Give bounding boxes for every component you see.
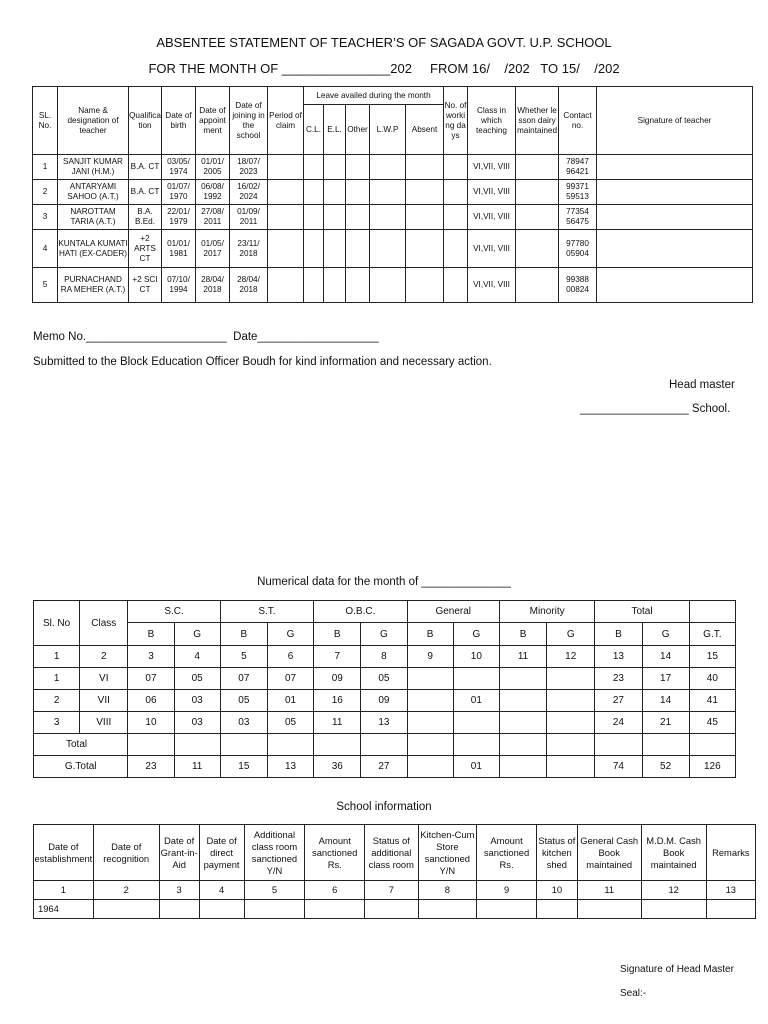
- num-cell: 45: [689, 712, 735, 734]
- school-info-cell: [305, 900, 365, 919]
- memo-line: Memo No.______________________ Date___________________: [33, 331, 379, 343]
- school-line: _________________ School.: [580, 403, 731, 415]
- teacher-name: PURNACHAND RA MEHER (A.T.): [58, 268, 129, 303]
- num-cell: [499, 668, 546, 690]
- empty-cell: [370, 155, 406, 180]
- empty-cell: [406, 180, 444, 205]
- num-index-cell: 8: [361, 646, 407, 668]
- teacher-sl: 1: [33, 155, 58, 180]
- num-cell: 21: [642, 712, 689, 734]
- teacher-contact: 78947 96421: [559, 155, 597, 180]
- empty-cell: [268, 268, 304, 303]
- teacher-dob: 03/05/ 1974: [162, 155, 196, 180]
- col-absent: Absent: [406, 105, 444, 155]
- num-group-minority: Minority: [499, 601, 594, 623]
- num-b: B: [314, 623, 361, 646]
- col-sign: Signature of teacher: [597, 87, 753, 155]
- school-info-index: 3: [159, 881, 199, 900]
- signature-cell: [597, 180, 753, 205]
- empty-cell: [370, 268, 406, 303]
- school-info-cell: [706, 900, 755, 919]
- num-group-obc: O.B.C.: [314, 601, 407, 623]
- school-info-cell: [641, 900, 706, 919]
- teacher-doj: 01/09/ 2011: [230, 205, 268, 230]
- school-info-index: 10: [536, 881, 577, 900]
- school-info-index: 4: [199, 881, 244, 900]
- num-gtotal-cell: 126: [689, 756, 735, 778]
- school-info-header: Status of additional class room: [365, 825, 418, 881]
- teacher-sl: 4: [33, 230, 58, 268]
- empty-cell: [324, 230, 346, 268]
- school-info-cell: [477, 900, 537, 919]
- col-lesson: Whether lesson dairy maintained: [516, 87, 559, 155]
- lesson-cell: [516, 155, 559, 180]
- school-info-index: 13: [706, 881, 755, 900]
- num-cell: [499, 690, 546, 712]
- empty-cell: [324, 180, 346, 205]
- school-info-index: 2: [93, 881, 159, 900]
- num-b: B: [499, 623, 546, 646]
- school-info-cell: [199, 900, 244, 919]
- teacher-name: NAROTTAM TARIA (A.T.): [58, 205, 129, 230]
- school-info-cell: [418, 900, 477, 919]
- num-group-st: S.T.: [220, 601, 313, 623]
- signature-cell: [597, 230, 753, 268]
- teacher-dob: 22/01/ 1979: [162, 205, 196, 230]
- empty-cell: [346, 230, 370, 268]
- num-cell: [547, 690, 595, 712]
- num-index-cell: 4: [174, 646, 220, 668]
- teacher-qual: B.A. CT: [129, 180, 162, 205]
- num-g: G: [361, 623, 407, 646]
- num-cell: [453, 712, 499, 734]
- school-info-index: 11: [577, 881, 641, 900]
- num-cell: 17: [642, 668, 689, 690]
- empty-cell: [406, 230, 444, 268]
- school-info-cell: [365, 900, 418, 919]
- num-index-cell: 6: [267, 646, 313, 668]
- num-group-general: General: [407, 601, 499, 623]
- teacher-class: VI,VII, VIII: [468, 268, 516, 303]
- num-col-sl: Sl. No: [34, 601, 80, 646]
- num-cell: 14: [642, 690, 689, 712]
- num-gtotal-cell: 13: [267, 756, 313, 778]
- numerical-title: Numerical data for the month of ______________: [257, 576, 511, 588]
- num-index-cell: 1: [34, 646, 80, 668]
- teacher-contact: 97780 05904: [559, 230, 597, 268]
- num-g: G: [174, 623, 220, 646]
- num-index-cell: 2: [80, 646, 128, 668]
- col-qual: Qualification: [129, 87, 162, 155]
- num-cell: 01: [453, 690, 499, 712]
- school-info-header: Date of Grant-in-Aid: [159, 825, 199, 881]
- col-class: Class in which teaching: [468, 87, 516, 155]
- teacher-dob: 01/01/ 1981: [162, 230, 196, 268]
- school-info-table: [33, 824, 756, 919]
- table-row: [34, 712, 736, 734]
- num-gtotal-cell: 74: [595, 756, 642, 778]
- lesson-cell: [516, 268, 559, 303]
- table-row: [34, 690, 736, 712]
- num-index-cell: 13: [595, 646, 642, 668]
- num-index-cell: 15: [689, 646, 735, 668]
- school-info-cell: 1964: [34, 900, 94, 919]
- num-cell: 03: [174, 690, 220, 712]
- teacher-doa: 28/04/ 2018: [196, 268, 230, 303]
- school-info-index: 7: [365, 881, 418, 900]
- empty-cell: [304, 205, 324, 230]
- lesson-cell: [516, 180, 559, 205]
- table-row: [33, 180, 753, 205]
- school-info-header: Additional class room sanctioned Y/N: [244, 825, 305, 881]
- num-cell: 24: [595, 712, 642, 734]
- school-info-cell: [244, 900, 305, 919]
- col-days: No. of working days: [444, 87, 468, 155]
- num-cell: 10: [128, 712, 174, 734]
- num-cell: [547, 668, 595, 690]
- empty-cell: [268, 230, 304, 268]
- teacher-class: VI,VII, VIII: [468, 230, 516, 268]
- num-cell: [407, 690, 453, 712]
- num-gtotal-cell: 52: [642, 756, 689, 778]
- teacher-sl: 3: [33, 205, 58, 230]
- num-index-cell: 12: [547, 646, 595, 668]
- teacher-doa: 01/01/ 2005: [196, 155, 230, 180]
- school-info-index: 12: [641, 881, 706, 900]
- school-info-cell: [577, 900, 641, 919]
- num-cell: 07: [220, 668, 267, 690]
- empty-cell: [406, 155, 444, 180]
- num-cell: 03: [220, 712, 267, 734]
- num-cell: 2: [34, 690, 80, 712]
- teacher-dob: 07/10/ 1994: [162, 268, 196, 303]
- col-doj: Date of joining in the school: [230, 87, 268, 155]
- col-leave-group: Leave availed during the month: [304, 87, 444, 105]
- teacher-qual: B.A. CT: [129, 155, 162, 180]
- num-cell: 07: [267, 668, 313, 690]
- num-group-sc: S.C.: [128, 601, 220, 623]
- col-period: Period of claim: [268, 87, 304, 155]
- school-info-header: M.D.M. Cash Book maintained: [641, 825, 706, 881]
- teacher-doa: 27/08/ 2011: [196, 205, 230, 230]
- lesson-cell: [516, 230, 559, 268]
- col-other: Other: [346, 105, 370, 155]
- col-cl: C.L.: [304, 105, 324, 155]
- num-gtotal-label: G.Total: [34, 756, 128, 778]
- school-info-index: 6: [305, 881, 365, 900]
- num-cell: [407, 712, 453, 734]
- num-gtotal-cell: 27: [361, 756, 407, 778]
- num-g: G: [547, 623, 595, 646]
- numerical-table: [33, 600, 736, 778]
- empty-cell: [444, 205, 468, 230]
- num-cell: 27: [595, 690, 642, 712]
- teacher-doa: 01/05/ 2017: [196, 230, 230, 268]
- num-cell: 23: [595, 668, 642, 690]
- teacher-name: SANJIT KUMAR JANI (H.M.): [58, 155, 129, 180]
- num-gtotal-cell: 11: [174, 756, 220, 778]
- school-info-header: Amount sanctioned Rs.: [477, 825, 537, 881]
- num-cell: [547, 712, 595, 734]
- school-info-header: Status of kitchen shed: [536, 825, 577, 881]
- empty-cell: [324, 205, 346, 230]
- col-lwp: L.W.P: [370, 105, 406, 155]
- school-info-header: Date of recognition: [93, 825, 159, 881]
- empty-cell: [406, 205, 444, 230]
- table-row: [33, 155, 753, 180]
- empty-cell: [304, 268, 324, 303]
- col-contact: Contact no.: [559, 87, 597, 155]
- teacher-contact: 99371 59513: [559, 180, 597, 205]
- table-row: [33, 205, 753, 230]
- num-index-cell: 11: [499, 646, 546, 668]
- num-cell: 05: [220, 690, 267, 712]
- num-gtotal-cell: [547, 756, 595, 778]
- num-gtotal-cell: 01: [453, 756, 499, 778]
- teacher-doa: 06/08/ 1992: [196, 180, 230, 205]
- teacher-sl: 2: [33, 180, 58, 205]
- head-master-label: Head master: [669, 379, 735, 391]
- school-info-header: Date of direct payment: [199, 825, 244, 881]
- num-g: G: [267, 623, 313, 646]
- num-cell: 40: [689, 668, 735, 690]
- teacher-doj: 28/04/ 2018: [230, 268, 268, 303]
- col-sl: SL. No.: [33, 87, 58, 155]
- empty-cell: [406, 268, 444, 303]
- school-info-index: 8: [418, 881, 477, 900]
- num-cell: 41: [689, 690, 735, 712]
- document-title: ABSENTEE STATEMENT OF TEACHER’S OF SAGADA GOVT. U.P. SCHOOL: [156, 35, 612, 50]
- num-index-cell: 7: [314, 646, 361, 668]
- lesson-cell: [516, 205, 559, 230]
- col-el: E.L.: [324, 105, 346, 155]
- teacher-sl: 5: [33, 268, 58, 303]
- table-row: [34, 668, 736, 690]
- num-cell: [407, 668, 453, 690]
- num-index-cell: 3: [128, 646, 174, 668]
- num-col-class: Class: [80, 601, 128, 646]
- table-row: [33, 230, 753, 268]
- teacher-name: ANTARYAMI SAHOO (A.T.): [58, 180, 129, 205]
- col-name: Name & designation of teacher: [58, 87, 129, 155]
- school-info-header: Date of establishment: [34, 825, 94, 881]
- num-index-cell: 5: [220, 646, 267, 668]
- submitted-text: Submitted to the Block Education Officer Boudh for kind information and necessary action.: [33, 356, 492, 368]
- num-total-label: Total: [34, 734, 128, 756]
- empty-cell: [304, 155, 324, 180]
- month-line: FOR THE MONTH OF _______________202 FROM 16/ /202 TO 15/ /202: [148, 61, 620, 76]
- num-b: B: [595, 623, 642, 646]
- teacher-dob: 01/07/ 1970: [162, 180, 196, 205]
- num-index-cell: 10: [453, 646, 499, 668]
- num-cell: 07: [128, 668, 174, 690]
- empty-cell: [268, 155, 304, 180]
- num-gtotal-cell: 23: [128, 756, 174, 778]
- teacher-contact: 99388 00824: [559, 268, 597, 303]
- teacher-qual: +2 SCI CT: [129, 268, 162, 303]
- num-cell: 11: [314, 712, 361, 734]
- num-cell: [499, 712, 546, 734]
- empty-cell: [444, 180, 468, 205]
- num-index-cell: 14: [642, 646, 689, 668]
- empty-cell: [444, 230, 468, 268]
- num-gtotal-cell: 15: [220, 756, 267, 778]
- empty-cell: [370, 205, 406, 230]
- school-info-header: Kitchen-Cum Store sanctioned Y/N: [418, 825, 477, 881]
- signature-cell: [597, 268, 753, 303]
- signature-cell: [597, 205, 753, 230]
- teacher-name: KUNTALA KUMATI HATI (EX-CADER): [58, 230, 129, 268]
- school-info-cell: [536, 900, 577, 919]
- teacher-contact: 77354 56475: [559, 205, 597, 230]
- empty-cell: [346, 155, 370, 180]
- num-gtotal-cell: [407, 756, 453, 778]
- empty-cell: [324, 155, 346, 180]
- school-info-cell: [159, 900, 199, 919]
- school-info-title: School information: [336, 801, 432, 813]
- teacher-table: [32, 86, 753, 303]
- col-dob: Date of birth: [162, 87, 196, 155]
- teacher-doj: 18/07/ 2023: [230, 155, 268, 180]
- num-b: B: [220, 623, 267, 646]
- num-index-cell: 9: [407, 646, 453, 668]
- num-gt: G.T.: [689, 623, 735, 646]
- school-info-header: General Cash Book maintained: [577, 825, 641, 881]
- num-cell: 03: [174, 712, 220, 734]
- teacher-class: VI,VII, VIII: [468, 155, 516, 180]
- num-gtotal-cell: [499, 756, 546, 778]
- signature-head-master: Signature of Head Master: [620, 964, 734, 975]
- teacher-class: VI,VII, VIII: [468, 205, 516, 230]
- num-index-row: [34, 646, 736, 668]
- teacher-qual: B.A. B.Ed.: [129, 205, 162, 230]
- school-info-header: Amount sanctioned Rs.: [305, 825, 365, 881]
- empty-cell: [444, 268, 468, 303]
- num-g: G: [642, 623, 689, 646]
- school-info-index: 5: [244, 881, 305, 900]
- num-cell: 09: [314, 668, 361, 690]
- num-g: G: [453, 623, 499, 646]
- school-info-cell: [93, 900, 159, 919]
- empty-cell: [444, 155, 468, 180]
- empty-cell: [324, 268, 346, 303]
- num-group-total: Total: [595, 601, 689, 623]
- teacher-class: VI,VII, VIII: [468, 180, 516, 205]
- empty-cell: [346, 205, 370, 230]
- num-cell: 01: [267, 690, 313, 712]
- num-cell: 16: [314, 690, 361, 712]
- teacher-doj: 16/02/ 2024: [230, 180, 268, 205]
- num-cell: VII: [80, 690, 128, 712]
- empty-cell: [304, 180, 324, 205]
- empty-cell: [304, 230, 324, 268]
- num-cell: 05: [267, 712, 313, 734]
- empty-cell: [268, 205, 304, 230]
- num-cell: VI: [80, 668, 128, 690]
- school-info-index: 1: [34, 881, 94, 900]
- empty-cell: [346, 268, 370, 303]
- empty-cell: [370, 230, 406, 268]
- num-cell: [453, 668, 499, 690]
- num-cell: 06: [128, 690, 174, 712]
- num-cell: 1: [34, 668, 80, 690]
- num-gtotal-cell: 36: [314, 756, 361, 778]
- num-b: B: [407, 623, 453, 646]
- empty-cell: [268, 180, 304, 205]
- col-doa: Date of appointment: [196, 87, 230, 155]
- num-cell: 09: [361, 690, 407, 712]
- teacher-doj: 23/11/ 2018: [230, 230, 268, 268]
- num-cell: 3: [34, 712, 80, 734]
- empty-cell: [346, 180, 370, 205]
- num-blank-header: [689, 601, 735, 623]
- school-info-index: 9: [477, 881, 537, 900]
- seal-label: Seal:-: [620, 988, 647, 999]
- num-cell: 05: [361, 668, 407, 690]
- school-info-header: Remarks: [706, 825, 755, 881]
- signature-cell: [597, 155, 753, 180]
- num-cell: 05: [174, 668, 220, 690]
- num-cell: 13: [361, 712, 407, 734]
- empty-cell: [370, 180, 406, 205]
- table-row: [33, 268, 753, 303]
- teacher-qual: +2 ARTS CT: [129, 230, 162, 268]
- num-b: B: [128, 623, 174, 646]
- num-cell: VIII: [80, 712, 128, 734]
